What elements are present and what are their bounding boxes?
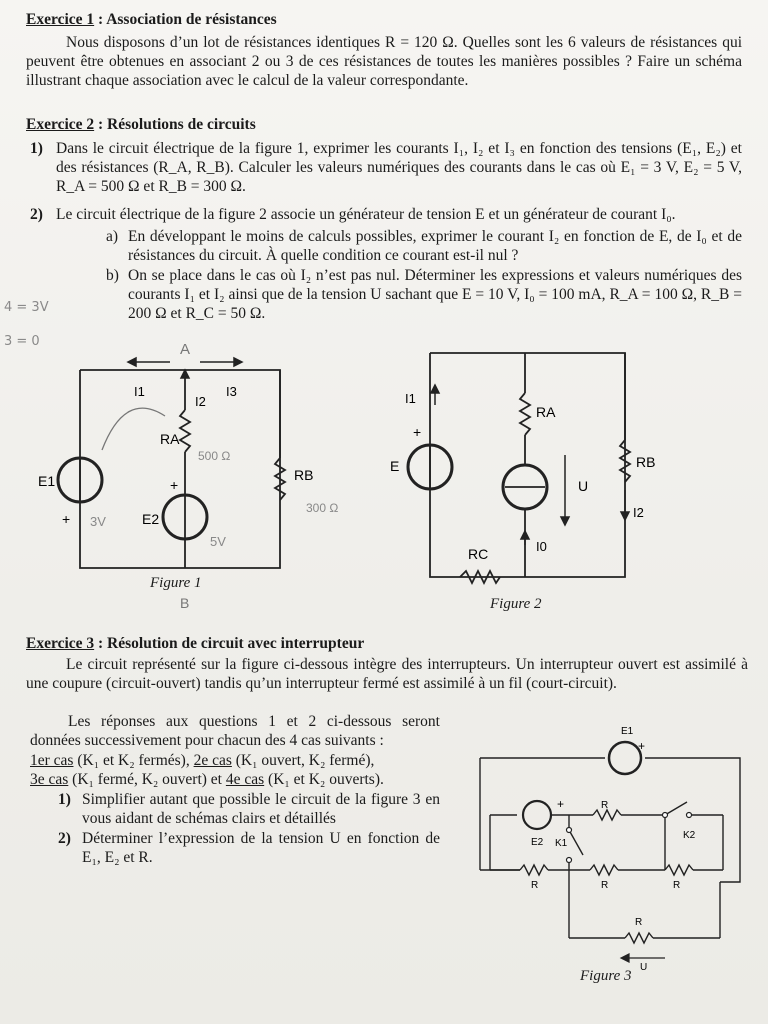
fig1-ra-label: RA <box>160 431 180 447</box>
fig3-r-bottom-3: R <box>673 880 681 891</box>
fig2-e-label: E <box>390 458 400 474</box>
ex3-q1-num: 1) <box>58 791 71 808</box>
ex3-case4: (K₁ et K₂ ouverts). <box>264 771 384 788</box>
ex1-label: Exercice 1 <box>26 11 95 28</box>
fig2-i2-label: I2 <box>633 505 644 520</box>
ex3-intro: Le circuit représenté sur la figure ci-dessous intègre des interrupteurs. Un interrupteur ouvert est assimilé à une coupure (circuit-ouvert) tandis qu’un interrupteur fermé est assimilé à un fil (court-circuit). <box>26 656 748 692</box>
hand-500: 500 Ω <box>198 449 231 463</box>
ex3-q2-num: 2) <box>58 830 71 847</box>
fig3-e1-label: E1 <box>621 726 634 737</box>
fig3-r-bottom-2: R <box>601 880 609 891</box>
ex3-case1: (K₁ et K₂ fermés), <box>73 752 194 769</box>
hand-node-b: B <box>180 595 190 611</box>
ex2-title: : Résolutions de circuits <box>94 116 256 133</box>
fig2-rb-label: RB <box>636 454 656 470</box>
ex2-heading <box>26 115 256 134</box>
fig1-e1-label: E1 <box>38 473 56 489</box>
ex2-q2-num: 2) <box>30 206 43 223</box>
ex2-q1-num: 1) <box>30 140 43 157</box>
fig2-i0-label: I0 <box>536 539 547 554</box>
hand-5v: 5V <box>210 534 226 549</box>
fig3-r-bottom-1: R <box>531 880 539 891</box>
ex3-case3-label: 3e cas <box>30 771 69 788</box>
ex2-label: Exercice 2 <box>26 116 95 133</box>
fig1-i3-label: I3 <box>226 384 237 399</box>
ex2-q2b-num: b) <box>106 267 119 284</box>
fig1-i2-label: I2 <box>195 394 206 409</box>
ex3-case2: (K₁ ouvert, K₂ fermé), <box>231 752 375 769</box>
fig3-e2-label: E2 <box>531 837 544 848</box>
fig1-i1-label: I1 <box>134 384 145 399</box>
fig3-k2-label: K2 <box>683 830 696 841</box>
ex1-heading <box>26 10 277 29</box>
hand-loop-arrow <box>102 408 165 450</box>
figure-2-circuit <box>380 345 656 595</box>
figure-3-caption: Figure 3 <box>580 968 632 984</box>
ex3-case3: (K₁ fermé, K₂ ouvert) et <box>68 771 226 788</box>
fig3-u-label: U <box>640 962 648 973</box>
fig3-r-lower: R <box>635 917 643 928</box>
handwritten-note-1: 4 = 3V <box>4 300 49 315</box>
fig1-e2-plus: + <box>170 477 179 493</box>
ex2-q2: Le circuit électrique de la figure 2 associe un générateur de tension E et un générateur de courant I₀. <box>56 206 676 223</box>
fig2-plus: + <box>413 424 422 440</box>
hand-node-a: A <box>180 341 191 358</box>
ex3-case4-label: 4e cas <box>225 771 265 788</box>
fig1-e1-plus: + <box>62 511 71 527</box>
fig2-u-label: U <box>578 478 589 494</box>
ex2-q2b: On se place dans le cas où I₂ n’est pas nul. Déterminer les expressions et valeurs numériques des courants I₁ et I₂ ainsi que de la tension U sachant que E = 10 V, I₀ = 100 mA, R_A = 100 Ω, R_B = 200 Ω et R_C = 50 Ω. <box>128 267 742 322</box>
fig3-k1-label: K1 <box>555 838 568 849</box>
ex3-title: : Résolution de circuit avec interrupteur <box>94 635 365 652</box>
ex1-title: : Association de résistances <box>94 11 277 28</box>
ex3-p2: Les réponses aux questions 1 et 2 ci-dessous seront données successivement pour chacun des 4 cas suivants : <box>30 713 440 749</box>
fig3-e1-plus: + <box>638 739 646 753</box>
ex2-q2a-num: a) <box>106 228 119 245</box>
figure-2-caption: Figure 2 <box>490 596 542 612</box>
fig2-ra-label: RA <box>536 404 556 420</box>
ex3-q1: Simplifier autant que possible le circuit de la figure 3 en vous aidant de schémas clairs et détaillés <box>82 791 440 827</box>
ex3-cases-line1 <box>30 751 450 770</box>
handwritten-note-2: 3 = 0 <box>4 334 40 349</box>
ex3-label: Exercice 3 <box>26 635 95 652</box>
figure-3-circuit <box>475 720 750 973</box>
fig3-e2-plus: + <box>557 797 565 811</box>
fig1-rb-label: RB <box>294 467 314 483</box>
ex2-q2a: En développant le moins de calculs possibles, exprimer le courant I₂ en fonction de E, de I₀ et de résistances du circuit. À quelle condition ce courant est-il nul ? <box>128 228 742 264</box>
ex2-q1: Dans le circuit électrique de la figure 1, exprimer les courants I₁, I₂ et I₃ en fonction des tensions (E₁, E₂) et des résistances (R_A, R_B). Calculer les valeurs numériques des courants dans le cas où E₁ = 3 V, E₂ = 5 V, R_A = 500 Ω et R_B = 300 Ω. <box>56 140 742 195</box>
fig2-i1-label: I1 <box>405 391 416 406</box>
figure-1-caption: Figure 1 <box>150 575 202 591</box>
ex3-heading <box>26 634 364 653</box>
hand-3v: 3V <box>90 514 106 529</box>
fig2-rc-label: RC <box>468 546 489 562</box>
ex3-cases-line2 <box>30 770 450 789</box>
fig1-e2-label: E2 <box>142 511 160 527</box>
fig3-r-top: R <box>601 800 609 811</box>
ex3-q2: Déterminer l’expression de la tension U en fonction de E₁, E₂ et R. <box>82 830 440 866</box>
ex3-case1-label: 1er cas <box>30 752 74 769</box>
hand-300: 300 Ω <box>306 501 339 515</box>
ex3-case2-label: 2e cas <box>193 752 232 769</box>
ex1-body: Nous disposons d’un lot de résistances identiques R = 120 Ω. Quelles sont les 6 valeurs de résistances qui peuvent être obtenues en associant 2 ou 3 de ces résistances de toutes les manières possibles ? Faire un schéma illustrant chaque association avec le calcul de la valeur correspondante. <box>26 34 742 89</box>
